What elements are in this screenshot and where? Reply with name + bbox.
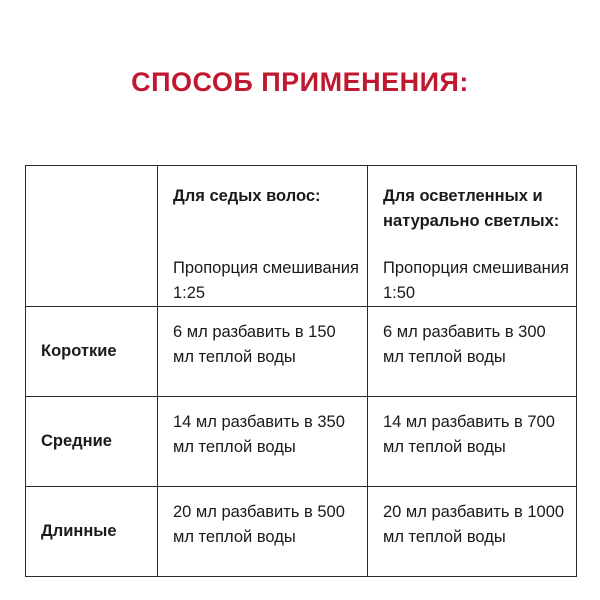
table-row xyxy=(26,397,577,487)
light-hair-dose: 6 мл разбавить в 300 мл теплой воды xyxy=(368,307,577,397)
header-light-hair-label: Для осветленных и натурально светлых: xyxy=(383,187,560,230)
gray-hair-dose: 20 мл разбавить в 500 мл теплой воды xyxy=(158,487,368,577)
table-header-row xyxy=(26,166,577,307)
row-size-label: Короткие xyxy=(26,307,158,397)
light-hair-dose: 20 мл разбавить в 1000 мл теплой воды xyxy=(368,487,577,577)
light-hair-dose: 14 мл разбавить в 700 мл теплой воды xyxy=(368,397,577,487)
header-gray-hair-proportion: Пропорция смешивания 1:25 xyxy=(173,259,359,302)
page-title: СПОСОБ ПРИМЕНЕНИЯ: xyxy=(131,67,469,97)
header-light-hair xyxy=(368,166,577,307)
row-size-label: Средние xyxy=(26,397,158,487)
table-row xyxy=(26,307,577,397)
header-empty-cell xyxy=(26,166,158,307)
gray-hair-dose: 6 мл разбавить в 150 мл теплой воды xyxy=(158,307,368,397)
gray-hair-dose: 14 мл разбавить в 350 мл теплой воды xyxy=(158,397,368,487)
header-light-hair-proportion: Пропорция смешивания 1:50 xyxy=(383,259,569,302)
usage-table xyxy=(25,165,577,577)
row-size-label: Длинные xyxy=(26,487,158,577)
header-gray-hair xyxy=(158,166,368,307)
header-gray-hair-label: Для седых волос: xyxy=(173,187,321,205)
table-row xyxy=(26,487,577,577)
